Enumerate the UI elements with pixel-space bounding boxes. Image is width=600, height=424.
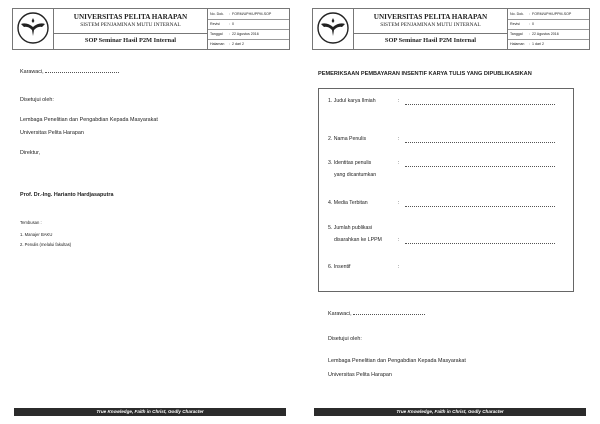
payment-check-form [318, 88, 574, 292]
system-name: SISTEM PENJAMINAN MUTU INTERNAL [80, 22, 181, 28]
meta-date: Tanggal : 22 Agustus 2016 [208, 29, 289, 40]
institution-name: Lembaga Penelitian dan Pengabdian Kepada Masyarakat [328, 358, 466, 364]
document-meta [208, 9, 289, 49]
meta-date: Tanggal : 22 Agustus 2016 [508, 29, 589, 40]
meta-page: Halaman : 2 dari 2 [210, 42, 244, 46]
field-colon: : [398, 98, 400, 104]
author-input-line[interactable] [405, 142, 555, 143]
header-title-box [354, 9, 508, 49]
field-label-count: 5. Jumlah publikasi [328, 225, 373, 231]
sop-title: SOP Seminar Hasil P2M Internal [354, 33, 507, 47]
approved-by: Disetujui oleh: [328, 336, 362, 342]
institution-name: Lembaga Penelitian dan Pengabdian Kepada Masyarakat [20, 117, 158, 123]
page-header [12, 8, 290, 50]
title-input-line[interactable] [405, 104, 555, 105]
header-title-box [54, 9, 208, 49]
meta-revision: Revisi : 0 [508, 19, 589, 30]
meta-revision: Revisi : 0 [208, 19, 289, 30]
field-colon: : [398, 136, 400, 142]
university-name: UNIVERSITAS PELITA HARAPAN [373, 13, 488, 21]
cc-title: Tembusan : [20, 220, 42, 225]
meta-page: Halaman : 1 dari 2 [510, 42, 544, 46]
system-name: SISTEM PENJAMINAN MUTU INTERNAL [380, 22, 481, 28]
meta-doc-number: No. Dok. : FORM/UPH/UPPM-SOP [508, 9, 589, 20]
identity-input-line[interactable] [405, 166, 555, 167]
cc-item: 1. Manajer BAKU [20, 232, 53, 237]
field-colon: : [398, 264, 400, 270]
field-label-count-cont: disarahkan ke LPPM [334, 237, 382, 243]
footer-motto: True Knowledge, Faith in Christ, Godly Character [14, 408, 286, 416]
field-label-incentive: 6. Insentif [328, 264, 351, 270]
university-name-text: Universitas Pelita Harapan [328, 372, 392, 378]
signer-role: Direktur, [20, 150, 41, 156]
field-label-author: 2. Nama Penulis [328, 136, 367, 142]
footer-motto: True Knowledge, Faith in Christ, Godly Character [314, 408, 586, 416]
count-input-line[interactable] [405, 243, 555, 244]
document-meta [508, 9, 589, 49]
field-colon: : [398, 160, 400, 166]
university-logo [313, 9, 354, 49]
page-header [312, 8, 590, 50]
signer-name: Prof. Dr.-Ing. Harianto Hardjasaputra [20, 192, 114, 198]
sop-title: SOP Seminar Hasil P2M Internal [54, 33, 207, 47]
field-label-identity-cont: yang dicantumkan [334, 172, 377, 178]
place-date-line: Karawaci, [20, 68, 119, 75]
field-colon: : [398, 237, 400, 243]
university-name: UNIVERSITAS PELITA HARAPAN [73, 13, 188, 21]
field-label-title: 1. Judul karya Ilmiah [328, 98, 376, 104]
university-logo [13, 9, 54, 49]
media-input-line[interactable] [405, 206, 555, 207]
approved-by: Disetujui oleh: [20, 97, 54, 103]
field-label-identity: 3. Identitas penulis [328, 160, 372, 166]
field-label-media: 4. Media Terbitan [328, 200, 368, 206]
field-colon: : [398, 200, 400, 206]
form-title: PEMERIKSAAN PEMBAYARAN INSENTIF KARYA TULIS YANG DIPUBLIKASIKAN [318, 71, 532, 77]
place-date-line: Karawaci, [328, 310, 425, 317]
cc-item: 2. Penulis (melalui fakultas) [20, 242, 72, 247]
university-name-text: Universitas Pelita Harapan [20, 130, 84, 136]
meta-doc-number: No. Dok. : FORM/UPH/UPPM-SOP [208, 9, 289, 20]
